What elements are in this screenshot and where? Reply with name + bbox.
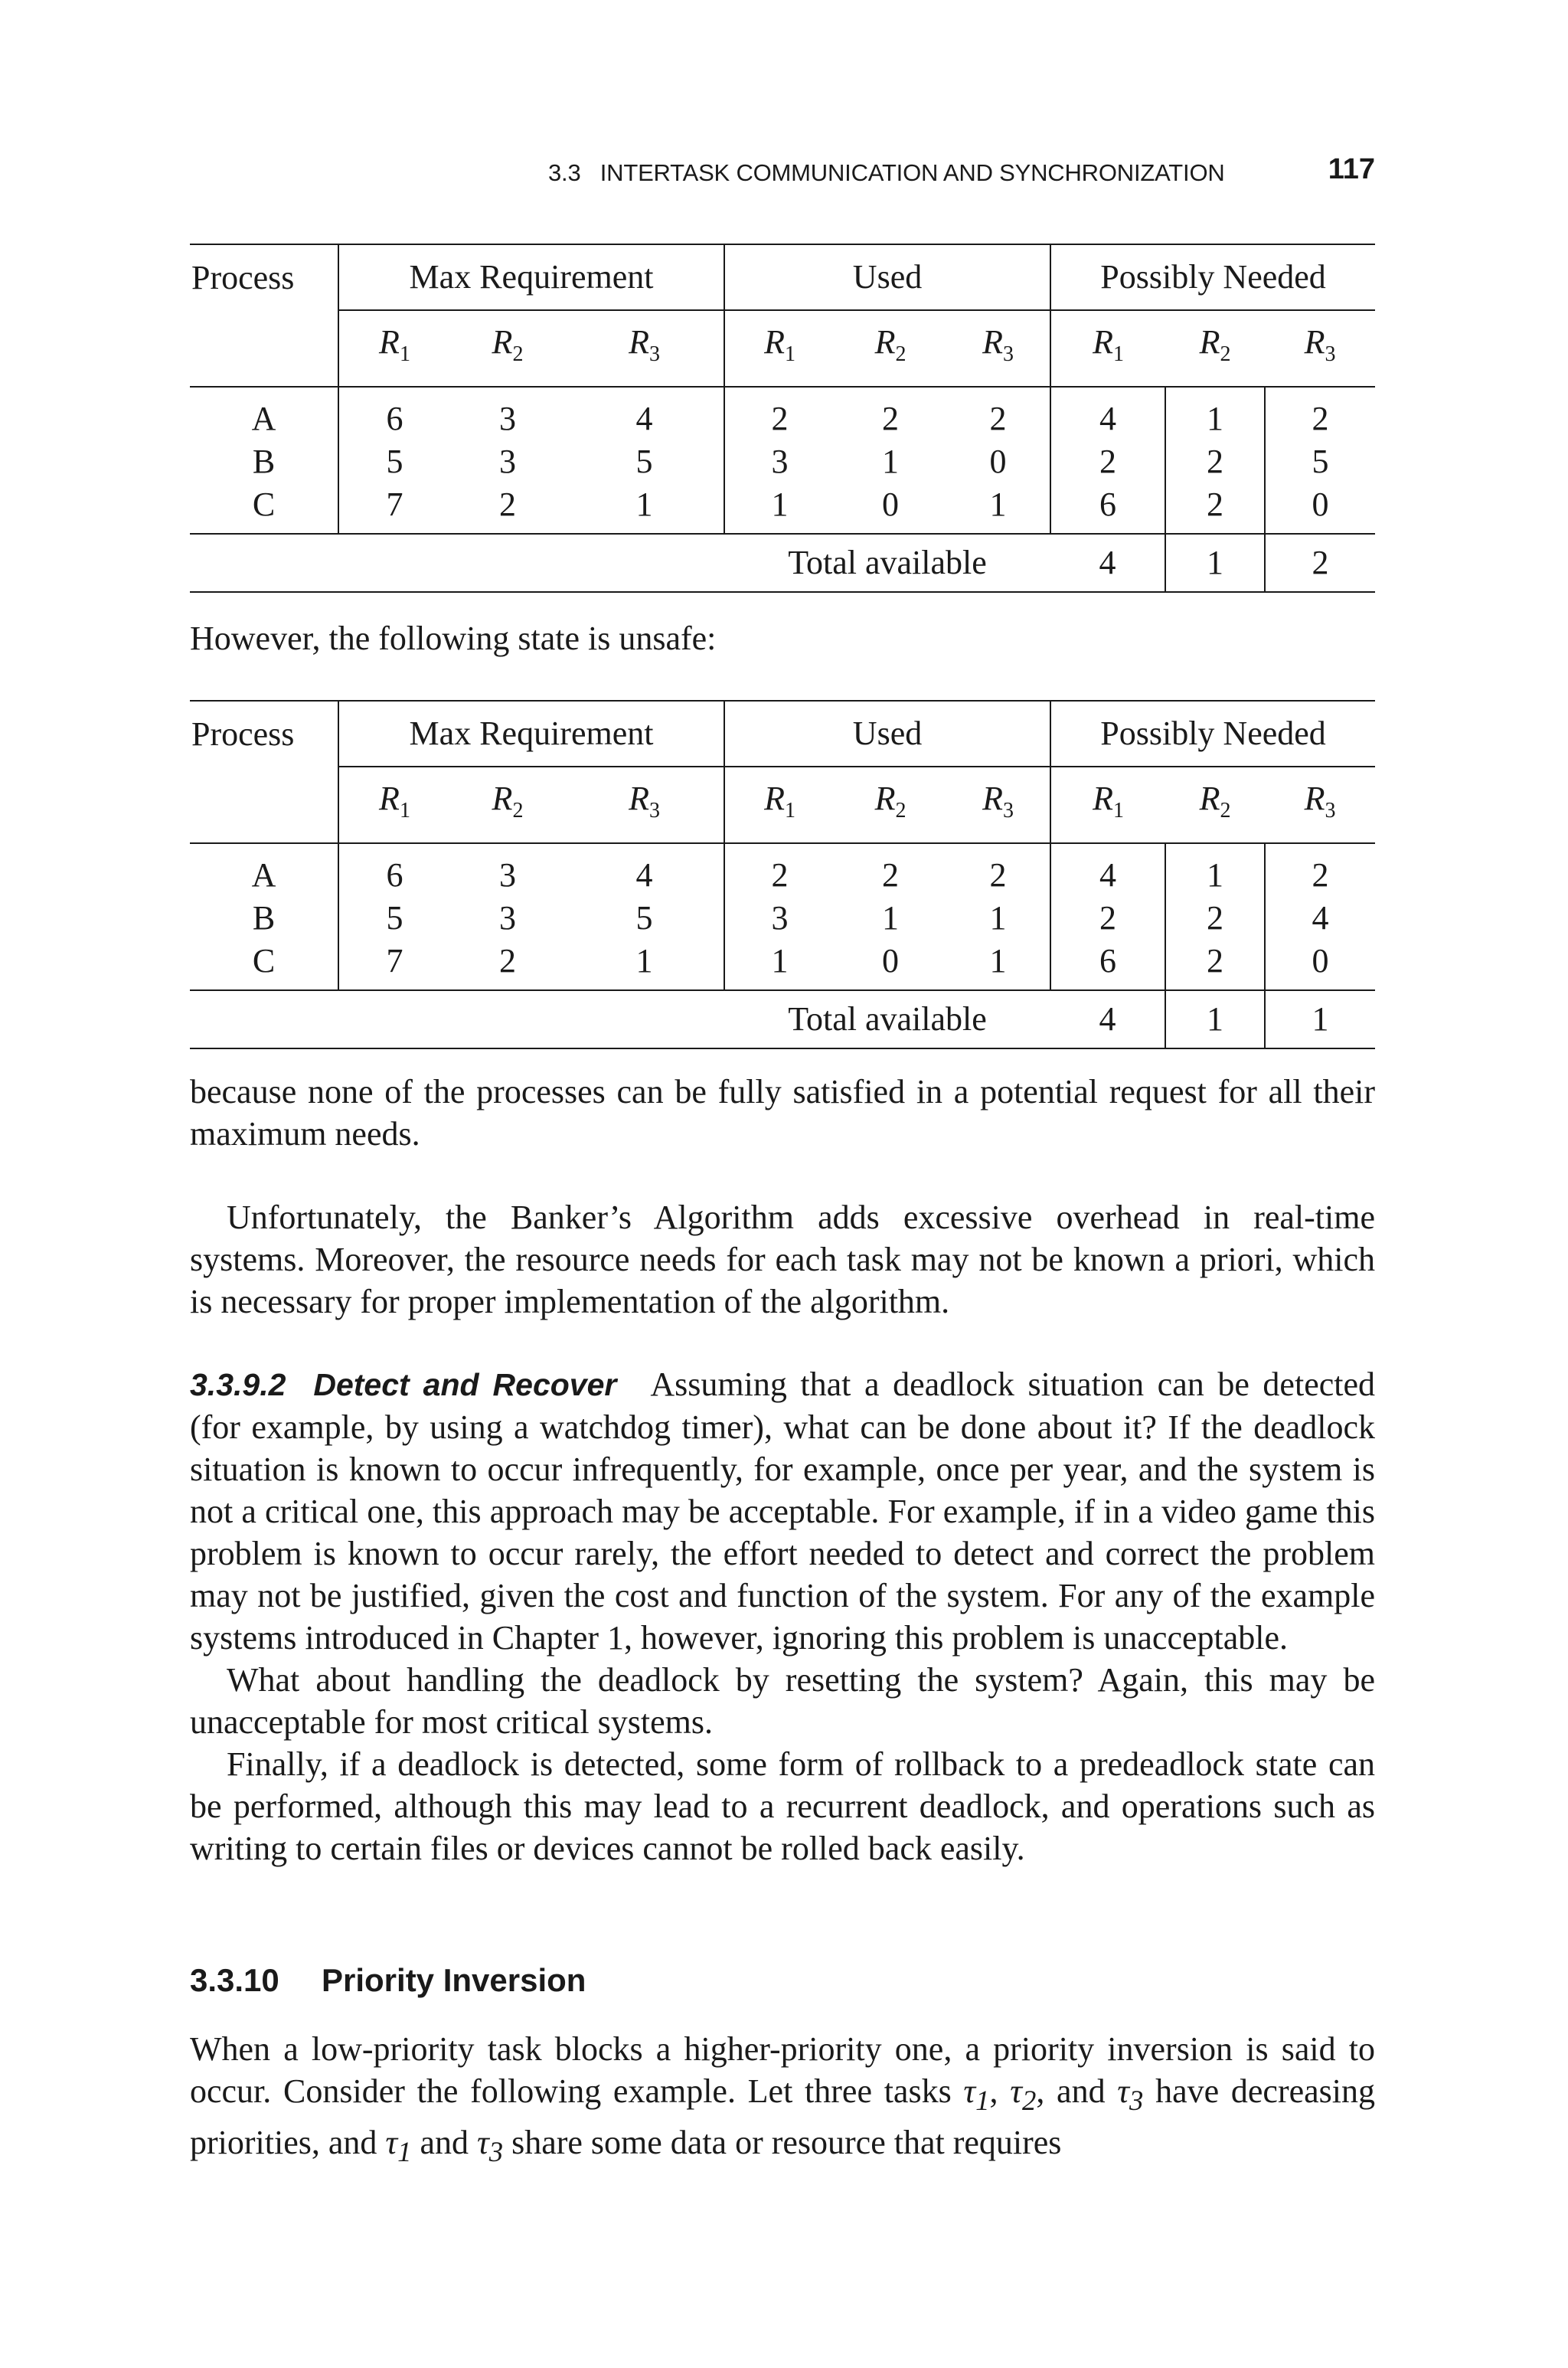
used-cell: 0 xyxy=(882,485,900,523)
max-cell: 4 xyxy=(635,855,653,894)
tau-2: $\tau_2$ xyxy=(1010,2072,1037,2116)
needed-cell: 4 xyxy=(1050,387,1165,441)
resource-r1: $R_1$ xyxy=(724,310,835,387)
resource-r2: $R_2$ xyxy=(1199,323,1231,366)
resource-header-row xyxy=(190,310,1375,387)
resource-r1: $R_1$ xyxy=(724,767,835,843)
detect-recover-section xyxy=(190,1363,1375,1869)
total-cell: 1 xyxy=(1165,534,1265,592)
max-cell: 2 xyxy=(499,485,516,523)
used-cell: 2 xyxy=(882,399,900,437)
needed-cell: 2 xyxy=(1050,898,1165,939)
safe-state-table xyxy=(190,244,1375,593)
used-cell: 1 xyxy=(882,442,900,480)
table-row xyxy=(190,898,1375,939)
used-cell: 3 xyxy=(724,898,835,939)
total-cell: 1 xyxy=(1165,990,1265,1048)
needed-cell: 2 xyxy=(1165,898,1265,939)
tau-1: $\tau_1$ xyxy=(963,2072,990,2116)
section-heading xyxy=(190,1962,1375,1999)
resource-r2: $R_2$ xyxy=(874,780,906,823)
max-cell: 1 xyxy=(635,485,653,523)
process-cell: C xyxy=(252,941,276,980)
needed-cell: 4 xyxy=(1050,843,1165,898)
running-head-section: 3.3 INTERTASK COMMUNICATION AND SYNCHRONIZATION xyxy=(548,159,1225,186)
used-cell: 1 xyxy=(724,482,835,534)
total-cell: 4 xyxy=(1099,543,1116,581)
process-header: Process xyxy=(191,258,295,296)
process-cell: B xyxy=(252,442,276,480)
needed-cell: 2 xyxy=(1165,441,1265,482)
max-cell: 5 xyxy=(635,442,653,480)
table-row xyxy=(190,843,1375,898)
used-cell: 2 xyxy=(989,399,1007,437)
max-cell: 4 xyxy=(635,399,653,437)
possibly-needed-header: Possibly Needed xyxy=(1050,244,1375,310)
total-cell: 4 xyxy=(1099,999,1116,1038)
total-cell: 1 xyxy=(1265,990,1375,1048)
used-cell: 0 xyxy=(989,442,1007,480)
resource-r3: $R_3$ xyxy=(982,323,1014,366)
page-number: 117 xyxy=(1328,153,1375,185)
used-cell: 0 xyxy=(882,941,900,980)
max-requirement-header: Max Requirement xyxy=(338,701,724,767)
max-cell: 5 xyxy=(635,898,653,937)
section-number: 3.3.10 xyxy=(190,1962,279,1998)
needed-cell: 1 xyxy=(1165,843,1265,898)
resource-r3: $R_3$ xyxy=(629,323,660,366)
process-cell: B xyxy=(252,898,276,937)
max-cell: 3 xyxy=(499,442,516,480)
unsafe-intro: However, the following state is unsafe: xyxy=(190,620,717,657)
max-cell: 7 xyxy=(338,939,450,990)
because-paragraph: because none of the processes can be fully satisfied in a potential request for all their maximum needs. xyxy=(190,1073,1375,1153)
max-cell: 2 xyxy=(499,941,516,980)
needed-cell: 2 xyxy=(1050,441,1165,482)
table-row xyxy=(190,482,1375,534)
tau-1: $\tau_1$ xyxy=(385,2123,412,2167)
resource-r2: $R_2$ xyxy=(492,780,524,823)
total-available-label: Total available xyxy=(788,999,987,1038)
max-cell: 5 xyxy=(338,898,450,939)
max-cell: 3 xyxy=(499,898,516,937)
total-available-row xyxy=(190,534,1375,592)
needed-cell: 6 xyxy=(1050,482,1165,534)
max-cell: 3 xyxy=(499,399,516,437)
resource-header-row xyxy=(190,767,1375,843)
needed-cell: 2 xyxy=(1265,843,1375,898)
used-header: Used xyxy=(724,701,1050,767)
table-header-row xyxy=(190,701,1375,767)
used-cell: 1 xyxy=(989,898,1007,937)
max-cell: 6 xyxy=(338,843,450,898)
resource-r3: $R_3$ xyxy=(1304,780,1336,823)
total-available-label: Total available xyxy=(788,543,987,581)
resource-r2: $R_2$ xyxy=(874,323,906,366)
process-header: Process xyxy=(191,715,295,753)
used-cell: 1 xyxy=(724,939,835,990)
section-title: Priority Inversion xyxy=(322,1962,586,1998)
needed-cell: 5 xyxy=(1265,441,1375,482)
used-cell: 3 xyxy=(724,441,835,482)
process-cell: A xyxy=(251,399,276,437)
used-cell: 2 xyxy=(882,855,900,894)
needed-cell: 4 xyxy=(1265,898,1375,939)
detect-paragraph-1: Assuming that a deadlock situation can be detected (for example, by using a watchdog timer), what can be done about it? If the deadlock situation is known to occur infrequently, for example, once per year, and the system is not a critical one, this approach may be acceptable. For example, if in a video game this problem is known to occur rarely, the effort needed to detect and correct the problem may not be justified, given the cost and function of the system. For any of the example systems introduced in Chapter 1, however, ignoring this problem is unacceptable. xyxy=(190,1366,1376,1657)
unfortunately-paragraph: Unfortunately, the Banker’s Algorithm adds excessive overhead in real-time systems. Moreover, the resource needs for each task may not be known a priori, which is necessary for proper implementation of the algorithm. xyxy=(190,1199,1375,1320)
max-cell: 5 xyxy=(338,441,450,482)
unsafe-state-table xyxy=(190,700,1375,1049)
needed-cell: 0 xyxy=(1265,939,1375,990)
empty-cell xyxy=(190,767,338,843)
resource-r1: $R_1$ xyxy=(338,310,450,387)
max-cell: 3 xyxy=(499,855,516,894)
used-header: Used xyxy=(724,244,1050,310)
resource-r2: $R_2$ xyxy=(1199,780,1231,823)
used-cell: 2 xyxy=(724,387,835,441)
total-available-row xyxy=(190,990,1375,1048)
needed-cell: 0 xyxy=(1265,482,1375,534)
max-requirement-header: Max Requirement xyxy=(338,244,724,310)
detect-paragraph-2: What about handling the deadlock by resetting the system? Again, this may be unacceptable for most critical systems. xyxy=(190,1661,1375,1741)
needed-cell: 2 xyxy=(1265,387,1375,441)
table-header-row xyxy=(190,244,1375,310)
needed-cell: 2 xyxy=(1165,939,1265,990)
max-cell: 7 xyxy=(338,482,450,534)
resource-r3: $R_3$ xyxy=(982,780,1014,823)
resource-r1: $R_1$ xyxy=(338,767,450,843)
resource-r2: $R_2$ xyxy=(492,323,524,366)
needed-cell: 6 xyxy=(1050,939,1165,990)
table-row xyxy=(190,387,1375,441)
subsubsection-heading: 3.3.9.2 Detect and Recover xyxy=(190,1367,617,1402)
resource-r1: $R_1$ xyxy=(1050,767,1165,843)
tau-3: $\tau_3$ xyxy=(1117,2072,1144,2116)
resource-r3: $R_3$ xyxy=(629,780,660,823)
used-cell: 2 xyxy=(989,855,1007,894)
used-cell: 2 xyxy=(724,843,835,898)
total-cell: 2 xyxy=(1265,534,1375,592)
process-cell: A xyxy=(251,855,276,894)
tau-3: $\tau_3$ xyxy=(477,2123,504,2167)
max-cell: 6 xyxy=(338,387,450,441)
process-cell: C xyxy=(252,485,276,523)
resource-r3: $R_3$ xyxy=(1304,323,1336,366)
used-cell: 1 xyxy=(882,898,900,937)
possibly-needed-header: Possibly Needed xyxy=(1050,701,1375,767)
table-row xyxy=(190,441,1375,482)
empty-cell xyxy=(190,310,338,387)
priority-inversion-paragraph: When a low-priority task blocks a higher-priority one, a priority inversion is said to occur. Consider the following example. Let three tasks $\tau_1$, $\tau_2$, and $\tau_3$ have decreasing priorities, and $\tau_1$ and $\tau_3$ share some data or resource that requires xyxy=(190,2030,1376,2167)
detect-paragraph-3: Finally, if a deadlock is detected, some form of rollback to a predeadlock state can be performed, although this may lead to a recurrent deadlock, and operations such as writing to certain files or devices cannot be rolled back easily. xyxy=(190,1745,1375,1867)
table-row xyxy=(190,939,1375,990)
needed-cell: 2 xyxy=(1165,482,1265,534)
running-head xyxy=(190,153,1375,191)
max-cell: 1 xyxy=(635,941,653,980)
needed-cell: 1 xyxy=(1165,387,1265,441)
used-cell: 1 xyxy=(989,485,1007,523)
resource-r1: $R_1$ xyxy=(1050,310,1165,387)
used-cell: 1 xyxy=(989,941,1007,980)
